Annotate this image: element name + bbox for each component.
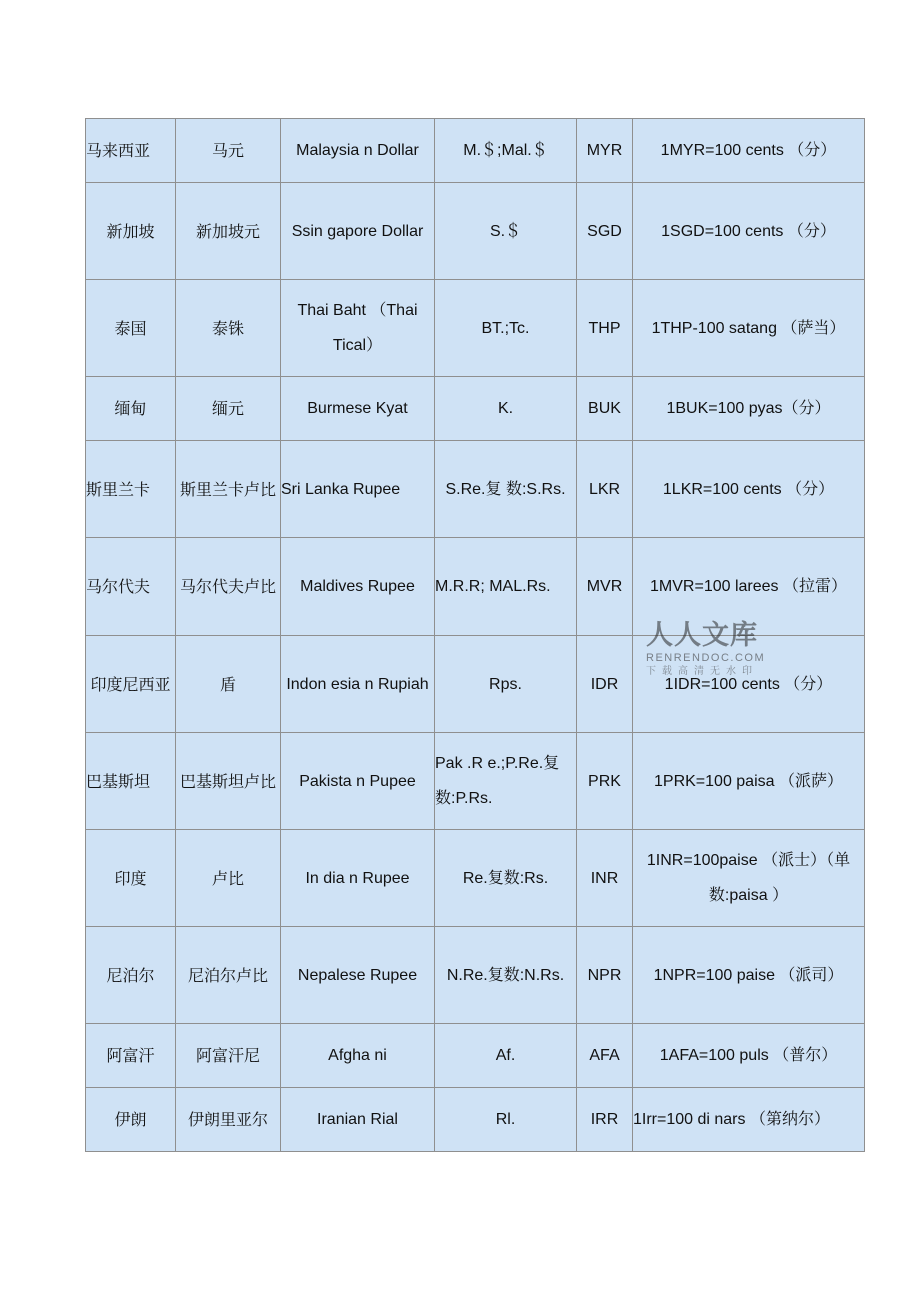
currency-cn-cell: 阿富汗尼 (176, 1024, 281, 1088)
abbr-cell: N.Re.复数:N.Rs. (435, 927, 577, 1024)
table-row (86, 733, 865, 830)
subunit-cell: 1MVR=100 larees （拉雷） (633, 538, 865, 636)
currency-en-cell: Maldives Rupee (281, 538, 435, 636)
currency-en-cell: Iranian Rial (281, 1088, 435, 1152)
code-cell: INR (577, 830, 633, 927)
table-row (86, 1024, 865, 1088)
watermark-url: RENRENDOC.COM (646, 652, 766, 664)
subunit-cell: 1SGD=100 cents （分） (633, 183, 865, 280)
currency-cn-cell: 新加坡元 (176, 183, 281, 280)
table-row (86, 636, 865, 733)
subunit-cell: 1PRK=100 paisa （派萨） (633, 733, 865, 830)
country-cell: 尼泊尔 (86, 927, 176, 1024)
table-row (86, 377, 865, 441)
subunit-cell: 1LKR=100 cents （分） (633, 441, 865, 538)
code-cell: MYR (577, 119, 633, 183)
currency-en-cell: Thai Baht （Thai Tical） (281, 280, 435, 377)
subunit-cell: 1INR=100paise （派士）（单数:paisa ） (633, 830, 865, 927)
code-cell: BUK (577, 377, 633, 441)
subunit-cell: 1Irr=100 di nars （第纳尔） (633, 1088, 865, 1152)
currency-cn-cell: 卢比 (176, 830, 281, 927)
abbr-cell: K. (435, 377, 577, 441)
currency-cn-cell: 马尔代夫卢比 (176, 538, 281, 636)
table-row (86, 441, 865, 538)
code-cell: PRK (577, 733, 633, 830)
currency-cn-cell: 斯里兰卡卢比 (176, 441, 281, 538)
currency-cn-cell: 泰铢 (176, 280, 281, 377)
country-cell: 新加坡 (86, 183, 176, 280)
country-cell: 缅甸 (86, 377, 176, 441)
table-row (86, 183, 865, 280)
country-cell: 马来西亚 (86, 119, 176, 183)
currency-cn-cell: 马元 (176, 119, 281, 183)
table-row (86, 119, 865, 183)
abbr-cell: Rl. (435, 1088, 577, 1152)
currency-cn-cell: 尼泊尔卢比 (176, 927, 281, 1024)
subunit-cell: 1AFA=100 puls （普尔） (633, 1024, 865, 1088)
code-cell: AFA (577, 1024, 633, 1088)
country-cell: 印度尼西亚 (86, 636, 176, 733)
table-row (86, 1088, 865, 1152)
abbr-cell: Af. (435, 1024, 577, 1088)
country-cell: 斯里兰卡 (86, 441, 176, 538)
country-cell: 泰国 (86, 280, 176, 377)
watermark-logo-text: 人人文库 (646, 620, 758, 651)
abbr-cell: BT.;Tc. (435, 280, 577, 377)
currency-cn-cell: 盾 (176, 636, 281, 733)
subunit-cell: 1NPR=100 paise （派司） (633, 927, 865, 1024)
country-cell: 巴基斯坦 (86, 733, 176, 830)
code-cell: LKR (577, 441, 633, 538)
abbr-cell: Re.复数:Rs. (435, 830, 577, 927)
subunit-cell: 1BUK=100 pyas（分） (633, 377, 865, 441)
currency-cn-cell: 缅元 (176, 377, 281, 441)
currency-en-cell: Ssin gapore Dollar (281, 183, 435, 280)
currency-en-cell: In dia n Rupee (281, 830, 435, 927)
currency-table (85, 118, 865, 1152)
currency-en-cell: Nepalese Rupee (281, 927, 435, 1024)
code-cell: MVR (577, 538, 633, 636)
currency-cn-cell: 伊朗里亚尔 (176, 1088, 281, 1152)
abbr-cell: Pak .R e.;P.Re.复数:P.Rs. (435, 733, 577, 830)
currency-en-cell: Pakista n Pupee (281, 733, 435, 830)
code-cell: SGD (577, 183, 633, 280)
subunit-cell: 1IDR=100 cents （分） (633, 636, 865, 733)
currency-en-cell: Indon esia n Rupiah (281, 636, 435, 733)
abbr-cell: S.＄ (435, 183, 577, 280)
currency-en-cell: Burmese Kyat (281, 377, 435, 441)
abbr-cell: M.R.R; MAL.Rs. (435, 538, 577, 636)
code-cell: IDR (577, 636, 633, 733)
country-cell: 伊朗 (86, 1088, 176, 1152)
table-row (86, 538, 865, 636)
currency-en-cell: Malaysia n Dollar (281, 119, 435, 183)
code-cell: NPR (577, 927, 633, 1024)
country-cell: 马尔代夫 (86, 538, 176, 636)
currency-en-cell: Sri Lanka Rupee (281, 441, 435, 538)
abbr-cell: Rps. (435, 636, 577, 733)
abbr-cell: S.Re.复 数:S.Rs. (435, 441, 577, 538)
table-row (86, 927, 865, 1024)
subunit-cell: 1MYR=100 cents （分） (633, 119, 865, 183)
currency-cn-cell: 巴基斯坦卢比 (176, 733, 281, 830)
abbr-cell: M.＄;Mal.＄ (435, 119, 577, 183)
currency-en-cell: Afgha ni (281, 1024, 435, 1088)
code-cell: IRR (577, 1088, 633, 1152)
country-cell: 阿富汗 (86, 1024, 176, 1088)
code-cell: THP (577, 280, 633, 377)
country-cell: 印度 (86, 830, 176, 927)
table-row (86, 830, 865, 927)
table-row (86, 280, 865, 377)
subunit-cell: 1THP-100 satang （萨当） (633, 280, 865, 377)
watermark-tagline: 下载高清无水印 (646, 666, 758, 677)
